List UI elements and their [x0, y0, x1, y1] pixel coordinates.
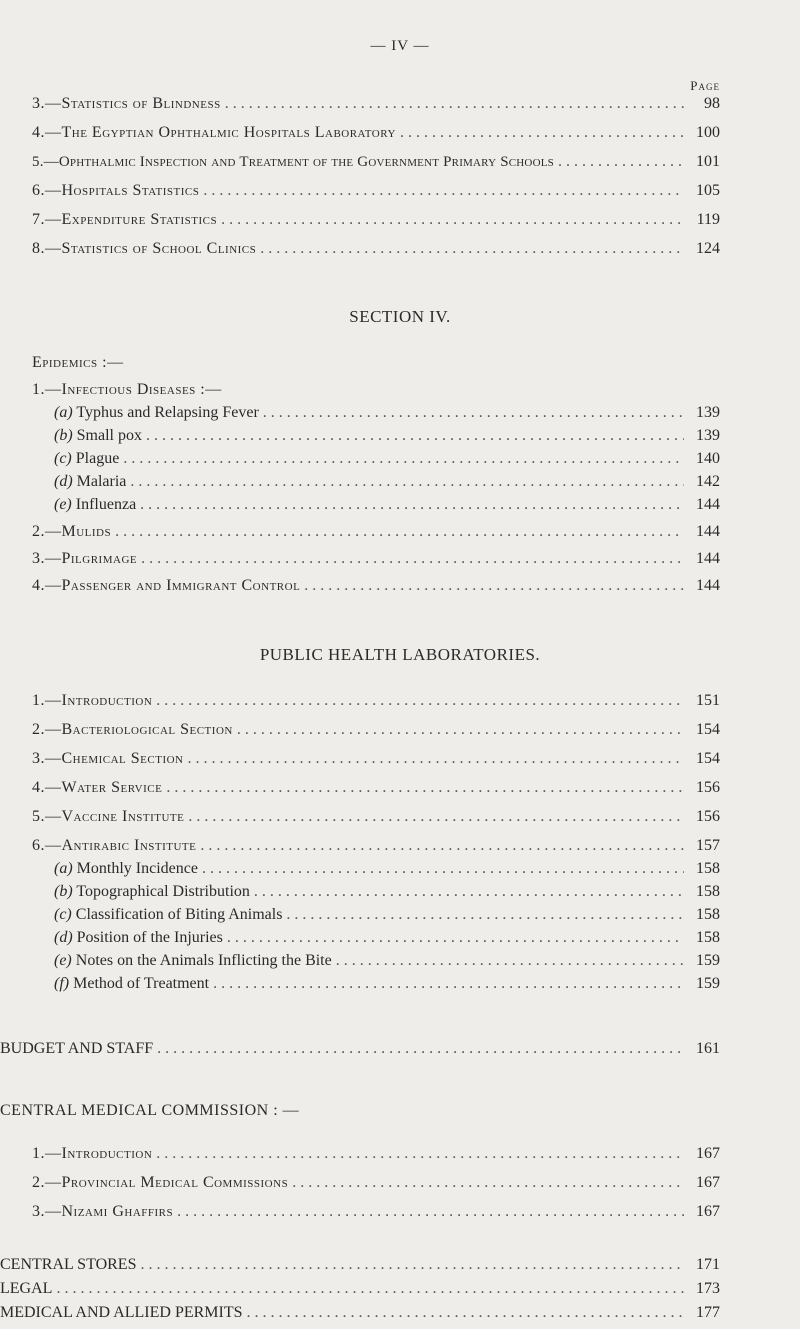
toc-entry-label: BUDGET AND STAFF [0, 1040, 154, 1057]
toc-entry-label: 4.—Water Service [32, 779, 163, 796]
toc-entry-page: 158 [696, 860, 720, 877]
toc-entry[interactable] [32, 808, 720, 830]
leader-dots [225, 95, 684, 113]
toc-entry[interactable] [32, 1174, 720, 1196]
toc-entry-page: 156 [696, 779, 720, 796]
leader-dots [123, 450, 684, 468]
leader-dots [156, 692, 684, 710]
toc-entry-page: 119 [696, 211, 720, 228]
toc-entry-page: 139 [696, 404, 720, 421]
toc-entry-page: 98 [704, 95, 720, 112]
leader-dots [188, 808, 684, 826]
cmc-title: CENTRAL MEDICAL COMMISSION : — [0, 1102, 300, 1119]
toc-subentry-label: (d) Malaria [54, 473, 127, 490]
leader-dots [146, 427, 684, 445]
toc-entry-label: 7.—Expenditure Statistics [32, 211, 218, 228]
toc-subentry[interactable] [54, 975, 720, 997]
toc-entry-label: 6.—Hospitals Statistics [32, 182, 200, 199]
toc-entry-label: 5.—Vaccine Institute [32, 808, 185, 825]
toc-subentry-label: (e) Notes on the Animals Inflicting the Bite [54, 952, 332, 969]
toc-entry-label: 2.—Mulids [32, 523, 112, 540]
toc-entry-page: 144 [696, 496, 720, 513]
toc-entry-page: 144 [696, 523, 720, 540]
toc-entry-page: 157 [696, 837, 720, 854]
toc-subentry-label: (a) Typhus and Relapsing Fever [54, 404, 259, 421]
toc-entry-label: 5.—Ophthalmic Inspection and Treatment of the Government Primary Schools [32, 154, 554, 170]
leader-dots [292, 1174, 684, 1192]
toc-entry-label: 3.—Pilgrimage [32, 550, 138, 567]
section-iv-title: SECTION IV. [349, 307, 451, 326]
toc-subentry[interactable] [54, 883, 720, 905]
epidemics-label: Epidemics :— [32, 354, 124, 371]
toc-entry[interactable] [32, 692, 720, 714]
toc-subentry[interactable] [54, 860, 720, 882]
leader-dots [141, 550, 684, 568]
toc-entry-page: 101 [696, 153, 720, 170]
toc-entry[interactable] [32, 577, 720, 599]
toc-entry-label: LEGAL [0, 1280, 53, 1297]
toc-entry-page: 167 [696, 1203, 720, 1220]
toc-entry-legal[interactable] [0, 1280, 720, 1302]
leader-dots [140, 496, 684, 514]
leader-dots [115, 523, 684, 541]
toc-entry-page: 144 [696, 577, 720, 594]
toc-entry[interactable] [32, 153, 720, 175]
toc-entry-label: 2.—Bacteriological Section [32, 721, 233, 738]
toc-entry-label: 4.—The Egyptian Ophthalmic Hospitals Laboratory [32, 124, 396, 141]
toc-entry[interactable] [32, 124, 720, 146]
leader-dots [203, 182, 684, 200]
toc-entry-page: 139 [696, 427, 720, 444]
toc-entry-label: 1.—Introduction [32, 692, 153, 709]
toc-entry-page: 159 [696, 952, 720, 969]
toc-entry-page: 167 [696, 1174, 720, 1191]
toc-subentry[interactable] [54, 473, 720, 495]
leader-dots [247, 1304, 684, 1322]
toc-entry-page: 100 [696, 124, 720, 141]
leader-dots [202, 860, 684, 878]
toc-entry-label: 2.—Provincial Medical Commissions [32, 1174, 289, 1191]
leader-dots [286, 906, 684, 924]
toc-entry-label: 3.—Chemical Section [32, 750, 184, 767]
leader-dots [400, 124, 684, 142]
leader-dots [227, 929, 684, 947]
toc-subentry-label: (e) Influenza [54, 496, 137, 513]
labs-title: PUBLIC HEALTH LABORATORIES. [259, 645, 541, 664]
leader-dots [221, 211, 684, 229]
toc-entry-page: 167 [696, 1145, 720, 1162]
toc-entry-page: 161 [696, 1040, 720, 1057]
leader-dots [166, 779, 684, 797]
toc-subentry[interactable] [54, 952, 720, 974]
toc-entry-budget[interactable] [0, 1040, 720, 1062]
leader-dots [237, 721, 684, 739]
toc-entry[interactable] [32, 95, 720, 117]
toc-subentry[interactable] [54, 427, 720, 449]
page-folio: — IV — [370, 38, 430, 54]
toc-entry-page: 156 [696, 808, 720, 825]
leader-dots [56, 1280, 684, 1298]
toc-entry[interactable] [32, 750, 720, 772]
toc-entry[interactable] [32, 182, 720, 204]
toc-entry[interactable] [32, 779, 720, 801]
leader-dots [130, 473, 684, 491]
toc-entry-stores[interactable] [0, 1256, 720, 1278]
toc-entry-permits[interactable] [0, 1304, 720, 1326]
toc-entry[interactable] [32, 523, 720, 545]
toc-subentry[interactable] [54, 404, 720, 426]
leader-dots [177, 1203, 684, 1221]
leader-dots [558, 153, 684, 171]
toc-subentry-label: (a) Monthly Incidence [54, 860, 198, 877]
toc-subentry-label: (f) Method of Treatment [54, 975, 210, 992]
page-column-label: Page [690, 78, 720, 93]
leader-dots [156, 1145, 684, 1163]
toc-entry[interactable] [32, 837, 720, 859]
leader-dots [304, 577, 684, 595]
toc-entry-label: 3.—Nizami Ghaffirs [32, 1203, 174, 1220]
infectious-diseases-label: 1.—Infectious Diseases :— [32, 381, 222, 398]
toc-entry[interactable] [32, 211, 720, 233]
toc-entry-label: 1.—Introduction [32, 1145, 153, 1162]
toc-subentry-label: (b) Small pox [54, 427, 142, 444]
leader-dots [140, 1256, 684, 1274]
toc-entry-page: 151 [696, 692, 720, 709]
leader-dots [213, 975, 684, 993]
toc-subentry-label: (d) Position of the Injuries [54, 929, 223, 946]
toc-entry-page: 158 [696, 906, 720, 923]
toc-entry-page: 159 [696, 975, 720, 992]
leader-dots [200, 837, 684, 855]
toc-entry-page: 144 [696, 550, 720, 567]
toc-entry[interactable] [32, 240, 720, 262]
toc-entry-page: 124 [696, 240, 720, 257]
leader-dots [260, 240, 684, 258]
toc-entry-page: 154 [696, 750, 720, 767]
toc-subentry-label: (b) Topographical Distribution [54, 883, 250, 900]
toc-subentry[interactable] [54, 496, 720, 518]
toc-subentry[interactable] [54, 929, 720, 951]
toc-entry[interactable] [32, 1145, 720, 1167]
toc-entry[interactable] [32, 721, 720, 743]
toc-entry-page: 154 [696, 721, 720, 738]
toc-entry-page: 171 [696, 1256, 720, 1273]
toc-entry-label: 6.—Antirabic Institute [32, 837, 197, 854]
toc-entry-label: 8.—Statistics of School Clinics [32, 240, 257, 257]
leader-dots [336, 952, 684, 970]
leader-dots [263, 404, 684, 422]
toc-entry-page: 177 [696, 1304, 720, 1321]
toc-entry-page: 105 [696, 182, 720, 199]
leader-dots [157, 1040, 684, 1058]
toc-subentry[interactable] [54, 906, 720, 928]
toc-subentry-label: (c) Classification of Biting Animals [54, 906, 283, 923]
toc-entry-label: CENTRAL STORES [0, 1256, 137, 1273]
leader-dots [254, 883, 684, 901]
toc-entry[interactable] [32, 550, 720, 572]
toc-entry-label: 4.—Passenger and Immigrant Control [32, 577, 301, 594]
toc-entry-page: 158 [696, 883, 720, 900]
toc-entry-page: 142 [696, 473, 720, 490]
toc-entry-page: 140 [696, 450, 720, 467]
toc-entry[interactable] [32, 1203, 720, 1225]
toc-entry-page: 158 [696, 929, 720, 946]
toc-entry-label: 3.—Statistics of Blindness [32, 95, 221, 112]
leader-dots [188, 750, 684, 768]
toc-entry-page: 173 [696, 1280, 720, 1297]
toc-entry-label: MEDICAL AND ALLIED PERMITS [0, 1304, 243, 1321]
toc-subentry-label: (c) Plague [54, 450, 120, 467]
toc-subentry[interactable] [54, 450, 720, 472]
